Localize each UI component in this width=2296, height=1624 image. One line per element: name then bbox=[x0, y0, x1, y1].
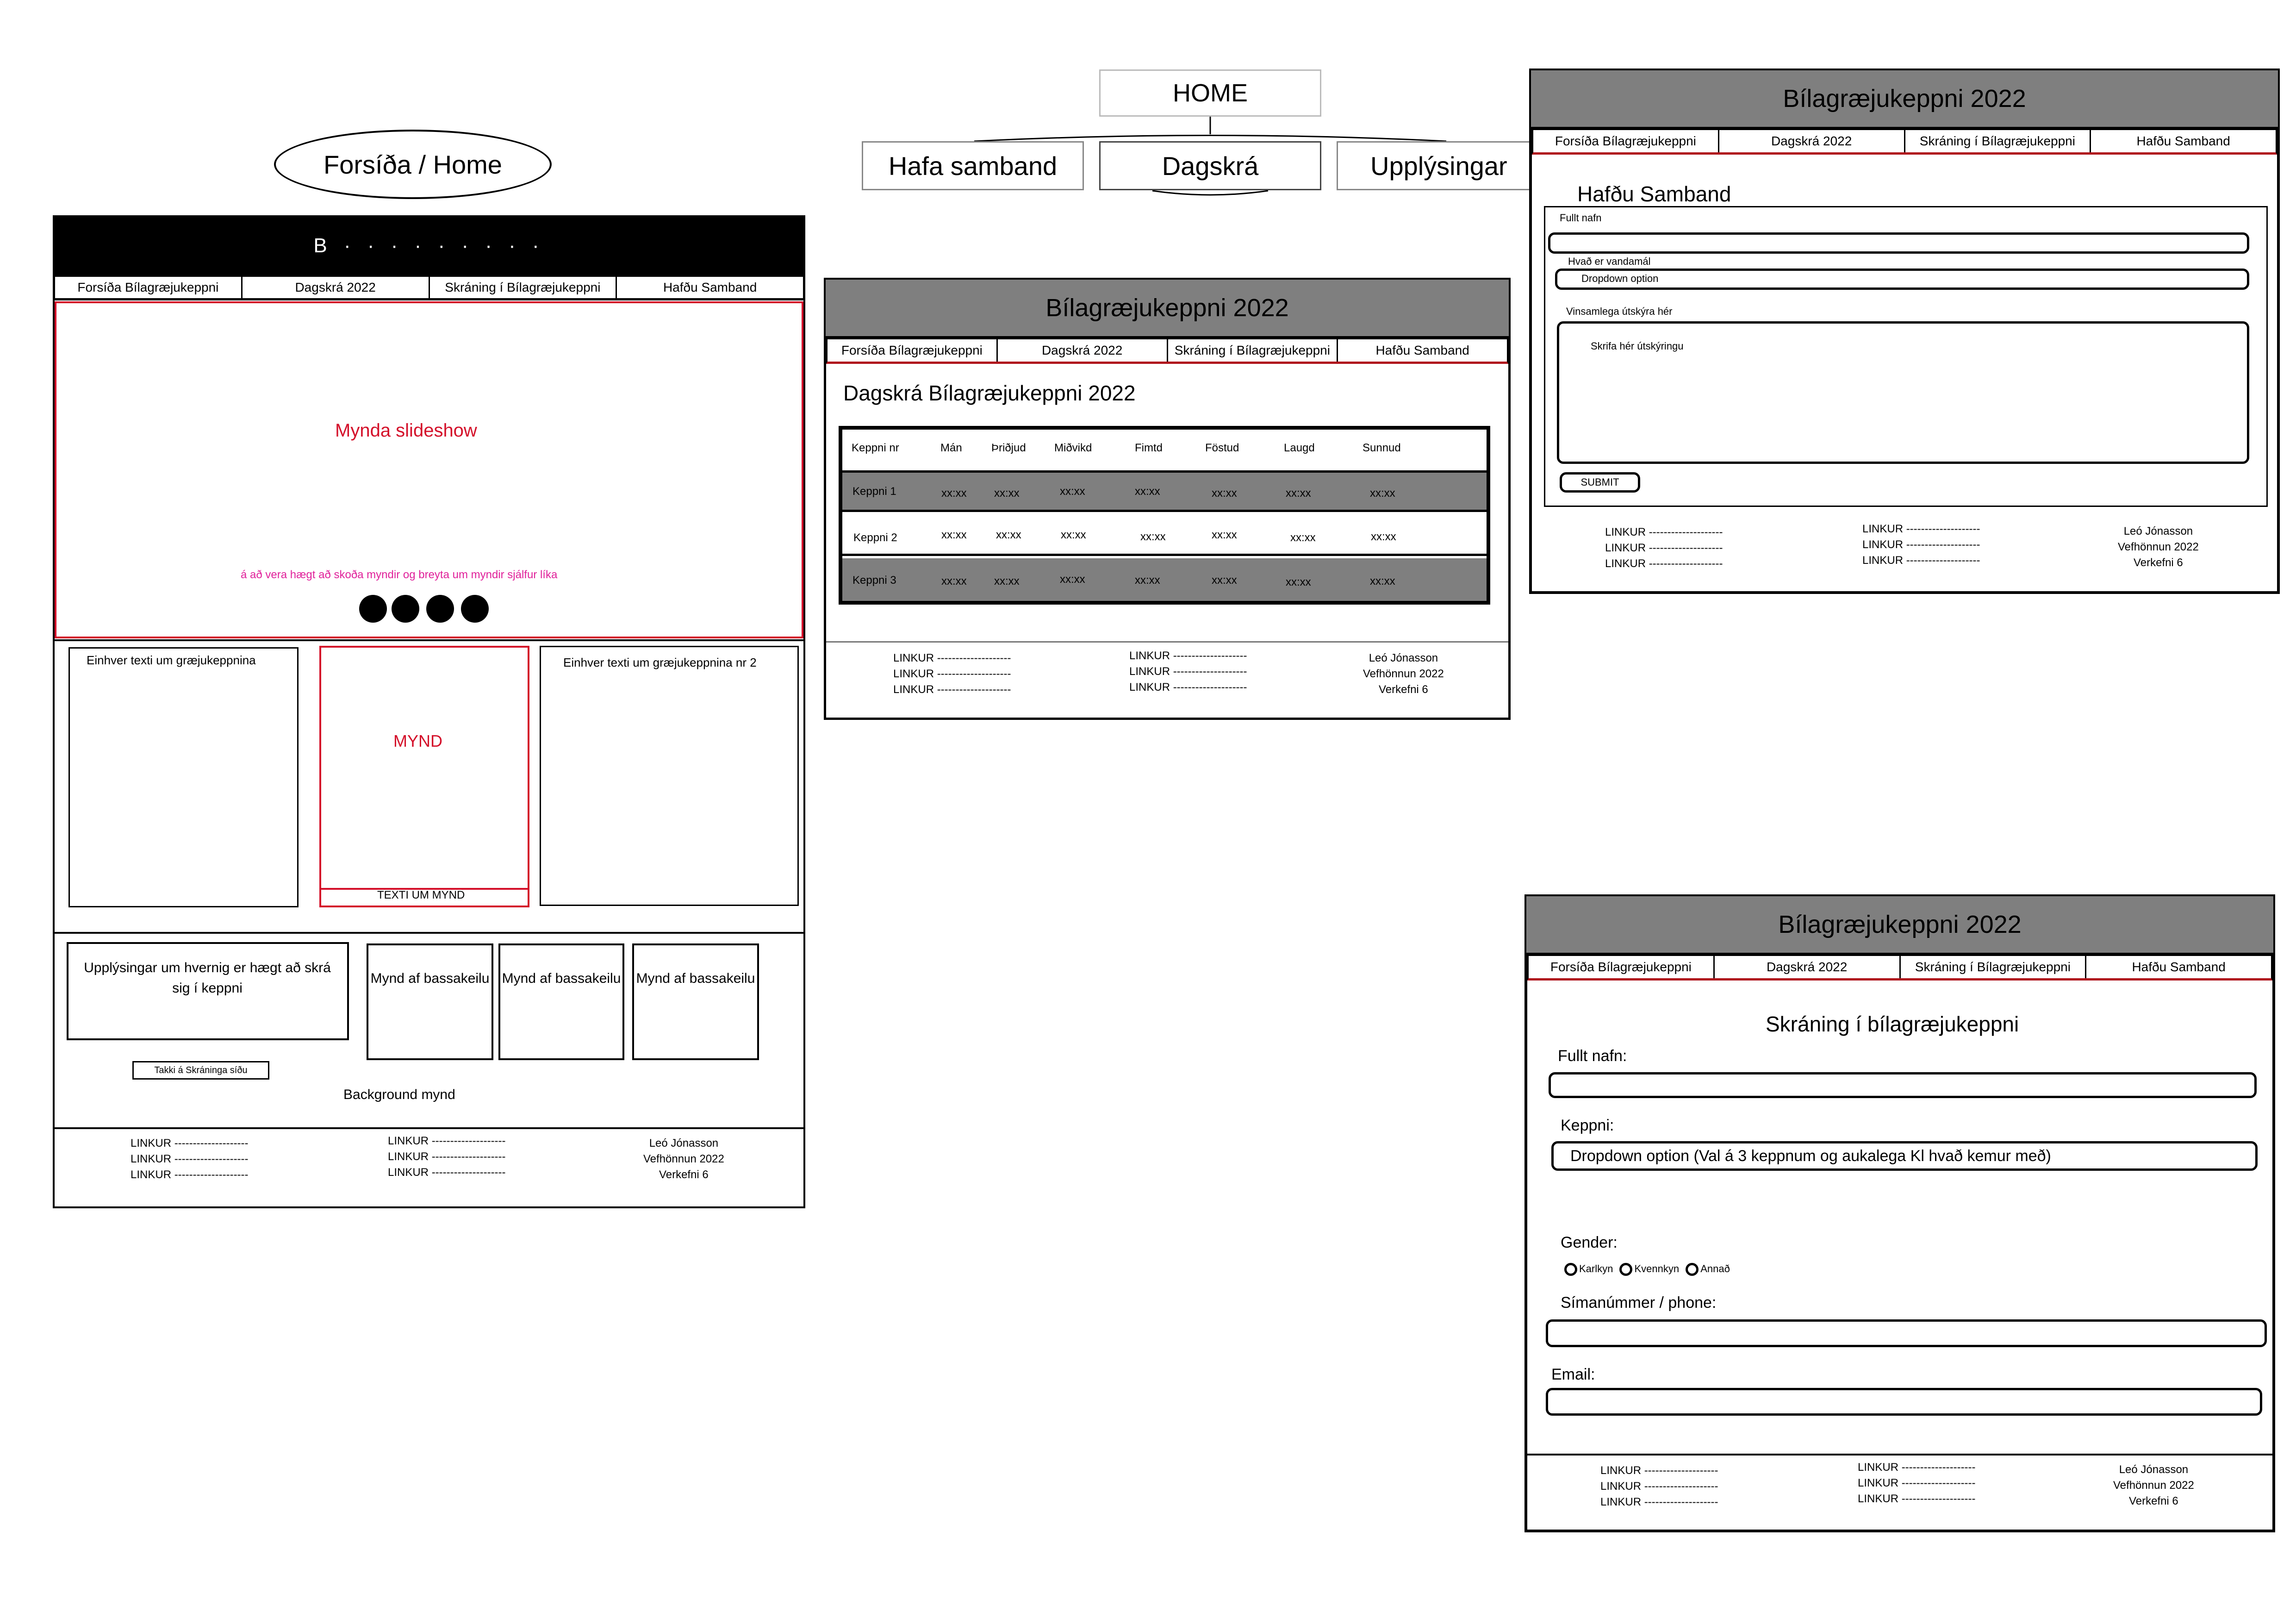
footer-link[interactable]: LINKUR -------------------- bbox=[388, 1135, 506, 1147]
footer-link[interactable]: LINKUR -------------------- bbox=[388, 1150, 506, 1163]
nav-item-register[interactable]: Skráning í Bílagræjukeppni bbox=[430, 277, 617, 298]
phone-input[interactable] bbox=[1546, 1319, 2267, 1347]
footer-link[interactable]: LINKUR -------------------- bbox=[1600, 1496, 1718, 1508]
time-cell: xx:xx bbox=[1060, 485, 1085, 498]
footer-links-col-2 bbox=[1129, 648, 1247, 695]
gender-options bbox=[1561, 1263, 1730, 1276]
row-label: Keppni 2 bbox=[853, 531, 897, 544]
footer-link[interactable]: LINKUR -------------------- bbox=[1129, 665, 1247, 678]
name-label: Fullt nafn bbox=[1560, 212, 1602, 224]
footer-course: Vefhönnun 2022 bbox=[2113, 1479, 2194, 1492]
time-cell: xx:xx bbox=[1286, 487, 1311, 500]
column-header: Þriðjud bbox=[991, 442, 1026, 454]
slideshow[interactable] bbox=[55, 301, 803, 638]
register-nav bbox=[1527, 955, 2272, 981]
nav-item-contact[interactable]: Hafðu Samband bbox=[1375, 343, 1469, 357]
issue-label: Hvað er vandamál bbox=[1568, 256, 1651, 267]
fullname-label: Fullt nafn: bbox=[1558, 1047, 1627, 1065]
text-box-1-label: Einhver texti um græjukeppnina bbox=[87, 653, 256, 667]
footer-link[interactable]: LINKUR -------------------- bbox=[1129, 650, 1247, 662]
footer-links-col-2 bbox=[388, 1133, 506, 1181]
footer-project: Verkefni 6 bbox=[659, 1168, 709, 1181]
column-header: Keppni nr bbox=[852, 442, 899, 454]
column-header: Fimtd bbox=[1135, 442, 1163, 454]
footer-project: Verkefni 6 bbox=[1379, 683, 1428, 696]
time-cell: xx:xx bbox=[996, 529, 1021, 541]
nav-item-contact[interactable]: Hafðu Samband bbox=[2132, 960, 2226, 974]
footer-course: Vefhönnun 2022 bbox=[2118, 541, 2199, 553]
nav-item-register[interactable]: Skráning í Bílagræjukeppni bbox=[1168, 339, 1338, 362]
footer-links-col-1 bbox=[1600, 1463, 1718, 1510]
bass-image-2 bbox=[498, 943, 624, 1060]
radio-other-label: Annað bbox=[1700, 1263, 1730, 1274]
column-header: Miðvikd bbox=[1054, 442, 1092, 454]
signup-info-text: Upplýsingar um hvernig er hægt að skrá sig í keppni bbox=[84, 960, 331, 996]
footer-link[interactable]: LINKUR -------------------- bbox=[1129, 681, 1247, 693]
schedule-nav bbox=[826, 338, 1508, 364]
schedule-title-bar: Bílagræjukeppni 2022 bbox=[824, 278, 1511, 338]
footer-link[interactable]: LINKUR -------------------- bbox=[1605, 542, 1723, 554]
time-cell: xx:xx bbox=[994, 575, 1020, 587]
time-cell: xx:xx bbox=[1135, 485, 1160, 498]
gender-label: Gender: bbox=[1561, 1234, 1618, 1251]
footer-links-col-1 bbox=[893, 650, 1011, 698]
email-label: Email: bbox=[1551, 1366, 1595, 1383]
slideshow-dot-2[interactable] bbox=[392, 595, 419, 623]
bass-image-3-label: Mynd af bassakeilu bbox=[636, 971, 755, 986]
footer-links-col-2 bbox=[1862, 521, 1980, 568]
radio-other[interactable] bbox=[1686, 1263, 1699, 1276]
nav-item-register[interactable]: Skráning í Bílagræjukeppni bbox=[1901, 956, 2087, 978]
footer-link[interactable]: LINKUR -------------------- bbox=[131, 1137, 249, 1149]
footer-links-col-1 bbox=[1605, 525, 1723, 572]
footer-links-col-1 bbox=[131, 1136, 249, 1183]
explain-label: Vinsamlega útskýra hér bbox=[1566, 306, 1673, 317]
time-cell: xx:xx bbox=[941, 529, 967, 541]
name-input[interactable] bbox=[1548, 232, 2249, 254]
image-box bbox=[319, 646, 529, 907]
section-divider bbox=[54, 639, 804, 641]
fullname-input[interactable] bbox=[1549, 1072, 2257, 1098]
home-nav bbox=[54, 275, 804, 300]
contact-nav bbox=[1532, 129, 2277, 155]
nav-item-home[interactable]: Forsíða Bílagræjukeppni bbox=[828, 339, 998, 362]
footer-link[interactable]: LINKUR -------------------- bbox=[1858, 1461, 1976, 1474]
footer-project: Verkefni 6 bbox=[2134, 556, 2183, 569]
footer-link[interactable]: LINKUR -------------------- bbox=[131, 1153, 249, 1165]
time-cell: xx:xx bbox=[1060, 573, 1085, 586]
column-header: Föstud bbox=[1205, 442, 1239, 454]
column-header: Mán bbox=[940, 442, 962, 454]
footer-link[interactable]: LINKUR -------------------- bbox=[1605, 526, 1723, 538]
footer-course: Vefhönnun 2022 bbox=[1363, 668, 1444, 680]
time-cell: xx:xx bbox=[1061, 529, 1086, 541]
row-label: Keppni 1 bbox=[852, 485, 896, 498]
footer-link[interactable]: LINKUR -------------------- bbox=[893, 668, 1011, 680]
time-cell: xx:xx bbox=[1212, 574, 1237, 587]
nav-item-home[interactable]: Forsíða Bílagræjukeppni bbox=[1533, 130, 1719, 152]
issue-dropdown[interactable] bbox=[1555, 269, 2249, 290]
image-caption: TEXTI UM MYND bbox=[377, 889, 465, 901]
explain-placeholder: Skrifa hér útskýringu bbox=[1591, 340, 1684, 352]
register-frame bbox=[1524, 894, 2275, 1532]
bass-image-2-label: Mynd af bassakeilu bbox=[502, 971, 621, 986]
email-input[interactable] bbox=[1546, 1388, 2262, 1416]
nav-item-schedule[interactable]: Dagskrá 2022 bbox=[243, 277, 430, 298]
slideshow-dot-1[interactable] bbox=[359, 595, 387, 623]
footer-link[interactable]: LINKUR -------------------- bbox=[1862, 538, 1980, 551]
register-heading: Skráning í bílagræjukeppni bbox=[1766, 1012, 2019, 1036]
bass-image-1-label: Mynd af bassakeilu bbox=[370, 971, 490, 986]
footer-author: Leó Jónasson bbox=[649, 1137, 719, 1149]
radio-male[interactable] bbox=[1564, 1263, 1577, 1276]
text-box-2-label: Einhver texti um græjukeppnina nr 2 bbox=[563, 656, 757, 669]
nav-item-register[interactable]: Skráning í Bílagræjukeppni bbox=[1905, 130, 2091, 152]
footer-link[interactable]: LINKUR -------------------- bbox=[1858, 1477, 1976, 1489]
footer-link[interactable]: LINKUR -------------------- bbox=[893, 683, 1011, 696]
competition-label: Keppni: bbox=[1561, 1117, 1614, 1134]
sitemap-node-info: Upplýsingar bbox=[1337, 141, 1531, 190]
footer-author: Leó Jónasson bbox=[2123, 525, 2193, 537]
footer-project: Verkefni 6 bbox=[2129, 1495, 2178, 1507]
bass-image-3 bbox=[632, 943, 759, 1060]
home-header-bar bbox=[54, 216, 804, 275]
footer-credits bbox=[2118, 524, 2199, 571]
radio-female[interactable] bbox=[1619, 1263, 1632, 1276]
explain-textarea[interactable] bbox=[1557, 321, 2249, 464]
footer-link[interactable]: LINKUR -------------------- bbox=[1862, 554, 1980, 567]
footer-divider bbox=[1527, 1454, 2272, 1455]
register-title-bar: Bílagræjukeppni 2022 bbox=[1524, 894, 2275, 955]
footer-link[interactable]: LINKUR -------------------- bbox=[131, 1168, 249, 1181]
time-cell: xx:xx bbox=[941, 487, 967, 500]
column-header: Sunnud bbox=[1363, 442, 1401, 454]
footer-link[interactable]: LINKUR -------------------- bbox=[1600, 1480, 1718, 1493]
section-divider-2 bbox=[54, 932, 804, 934]
contact-title-bar: Bílagræjukeppni 2022 bbox=[1529, 69, 2280, 129]
time-cell: xx:xx bbox=[1371, 531, 1396, 543]
radio-female-label: Kvennkyn bbox=[1634, 1263, 1680, 1274]
nav-item-schedule[interactable]: Dagskrá 2022 bbox=[1719, 130, 1905, 152]
footer-credits bbox=[643, 1136, 724, 1183]
nav-item-home[interactable]: Forsíða Bílagræjukeppni bbox=[1529, 956, 1715, 978]
competition-dropdown[interactable] bbox=[1551, 1141, 2258, 1171]
signup-button[interactable]: Takki á Skráninga síðu bbox=[132, 1061, 269, 1080]
time-cell: xx:xx bbox=[1140, 531, 1166, 543]
footer-credits bbox=[2113, 1462, 2194, 1509]
footer-divider bbox=[826, 641, 1508, 643]
slideshow-note: á að vera hægt að skoða myndir og breyta um myndir sjálfur líka bbox=[241, 568, 558, 581]
time-cell: xx:xx bbox=[941, 575, 967, 587]
contact-heading: Hafðu Samband bbox=[1577, 182, 1731, 206]
footer-link[interactable]: LINKUR -------------------- bbox=[1862, 523, 1980, 535]
footer-links-col-2 bbox=[1858, 1460, 1976, 1507]
footer-link[interactable]: LINKUR -------------------- bbox=[1600, 1464, 1718, 1477]
footer-link[interactable]: LINKUR -------------------- bbox=[388, 1166, 506, 1179]
footer-author: Leó Jónasson bbox=[1369, 652, 1438, 664]
footer-author: Leó Jónasson bbox=[2119, 1463, 2189, 1476]
nav-item-contact[interactable]: Hafðu Samband bbox=[2136, 134, 2230, 148]
footer-link[interactable]: LINKUR -------------------- bbox=[1858, 1493, 1976, 1505]
row-label: Keppni 3 bbox=[852, 574, 896, 587]
home-title-ellipse: Forsíða / Home bbox=[274, 130, 552, 199]
footer-course: Vefhönnun 2022 bbox=[643, 1153, 724, 1165]
footer-link[interactable]: LINKUR -------------------- bbox=[893, 652, 1011, 664]
time-cell: xx:xx bbox=[994, 487, 1020, 500]
time-cell: xx:xx bbox=[1286, 576, 1311, 588]
text-box-2 bbox=[540, 646, 799, 906]
time-cell: xx:xx bbox=[1135, 574, 1160, 587]
footer-link[interactable]: LINKUR -------------------- bbox=[1605, 557, 1723, 570]
signup-info-box bbox=[67, 942, 349, 1040]
sitemap-node-contact: Hafa samband bbox=[862, 141, 1084, 190]
sitemap-node-schedule: Dagskrá bbox=[1099, 141, 1321, 190]
nav-item-contact[interactable]: Hafðu Samband bbox=[663, 280, 757, 294]
competition-dropdown-value: Dropdown option (Val á 3 keppnum og aukalega Kl hvað kemur með) bbox=[1570, 1147, 2051, 1165]
time-cell: xx:xx bbox=[1370, 487, 1395, 500]
footer-divider bbox=[54, 1127, 804, 1129]
schedule-heading: Dagskrá Bílagræjukeppni 2022 bbox=[843, 381, 1136, 405]
column-header: Laugd bbox=[1284, 442, 1315, 454]
time-cell: xx:xx bbox=[1212, 529, 1237, 541]
nav-item-home[interactable]: Forsíða Bílagræjukeppni bbox=[55, 277, 243, 298]
bass-image-1 bbox=[367, 943, 493, 1060]
slideshow-dot-3[interactable] bbox=[426, 595, 454, 623]
nav-item-schedule[interactable]: Dagskrá 2022 bbox=[998, 339, 1168, 362]
phone-label: Símanúmmer / phone: bbox=[1561, 1294, 1717, 1312]
header-logo: B · · · · · · · · · bbox=[313, 234, 545, 257]
slideshow-dot-4[interactable] bbox=[461, 595, 489, 623]
issue-dropdown-value: Dropdown option bbox=[1581, 273, 1659, 284]
submit-button[interactable]: SUBMIT bbox=[1560, 472, 1640, 493]
radio-male-label: Karlkyn bbox=[1579, 1263, 1613, 1274]
time-cell: xx:xx bbox=[1290, 531, 1316, 544]
time-cell: xx:xx bbox=[1370, 575, 1395, 587]
image-label: MYND bbox=[393, 731, 442, 750]
nav-item-schedule[interactable]: Dagskrá 2022 bbox=[1715, 956, 1901, 978]
background-label: Background mynd bbox=[343, 1087, 455, 1102]
slideshow-label: Mynda slideshow bbox=[335, 420, 477, 441]
sitemap-home-node: HOME bbox=[1099, 69, 1321, 117]
text-box-1 bbox=[68, 647, 299, 907]
time-cell: xx:xx bbox=[1212, 487, 1237, 500]
footer-credits bbox=[1363, 650, 1444, 698]
